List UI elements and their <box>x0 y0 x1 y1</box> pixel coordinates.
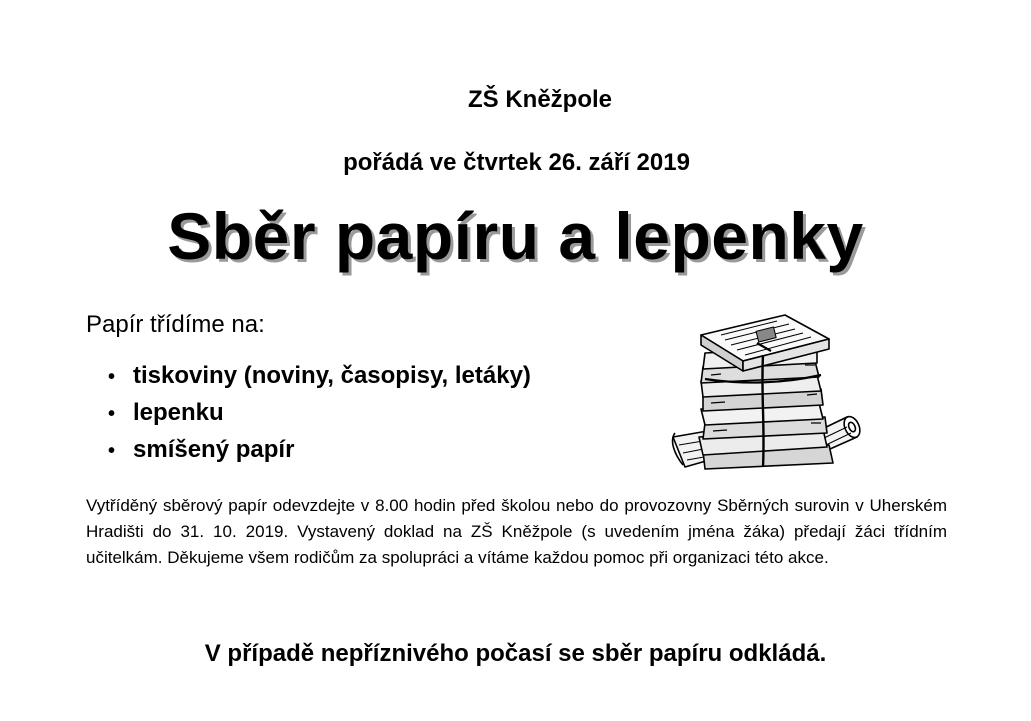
list-item <box>108 431 531 468</box>
sorting-intro: Papír třídíme na: <box>86 311 265 338</box>
weather-notice: V případě nepříznivého počasí se sběr papíru odkládá. <box>204 640 827 667</box>
bullet-icon: • <box>108 440 116 462</box>
list-item-label: tiskoviny (noviny, časopisy, letáky) <box>133 362 531 389</box>
page-title: Sběr papíru a lepenky <box>167 199 864 273</box>
newspaper-stack-icon <box>665 305 865 475</box>
list-item-label: lepenku <box>133 399 224 426</box>
sorting-list <box>108 357 531 468</box>
event-date: pořádá ve čtvrtek 26. září 2019 <box>343 149 690 176</box>
school-name: ZŠ Kněžpole <box>467 86 612 113</box>
bullet-icon: • <box>108 366 116 388</box>
list-item-label: smíšený papír <box>133 436 295 463</box>
list-item <box>108 394 531 431</box>
collection-info: Vytříděný sběrový papír odevzdejte v 8.00 hodin před školou nebo do provozovny Sběrných surovin v Uherském Hradišti do 31. 10. 2019. Vystavený doklad na ZŠ Kněžpole (s uvedením jména žáka) předají žáci třídním učitelkám. Děkujeme všem rodičům za spolupráci a vítáme každou pomoc při organizaci této akce. <box>86 496 947 567</box>
list-item <box>108 357 531 394</box>
bullet-icon: • <box>108 403 116 425</box>
